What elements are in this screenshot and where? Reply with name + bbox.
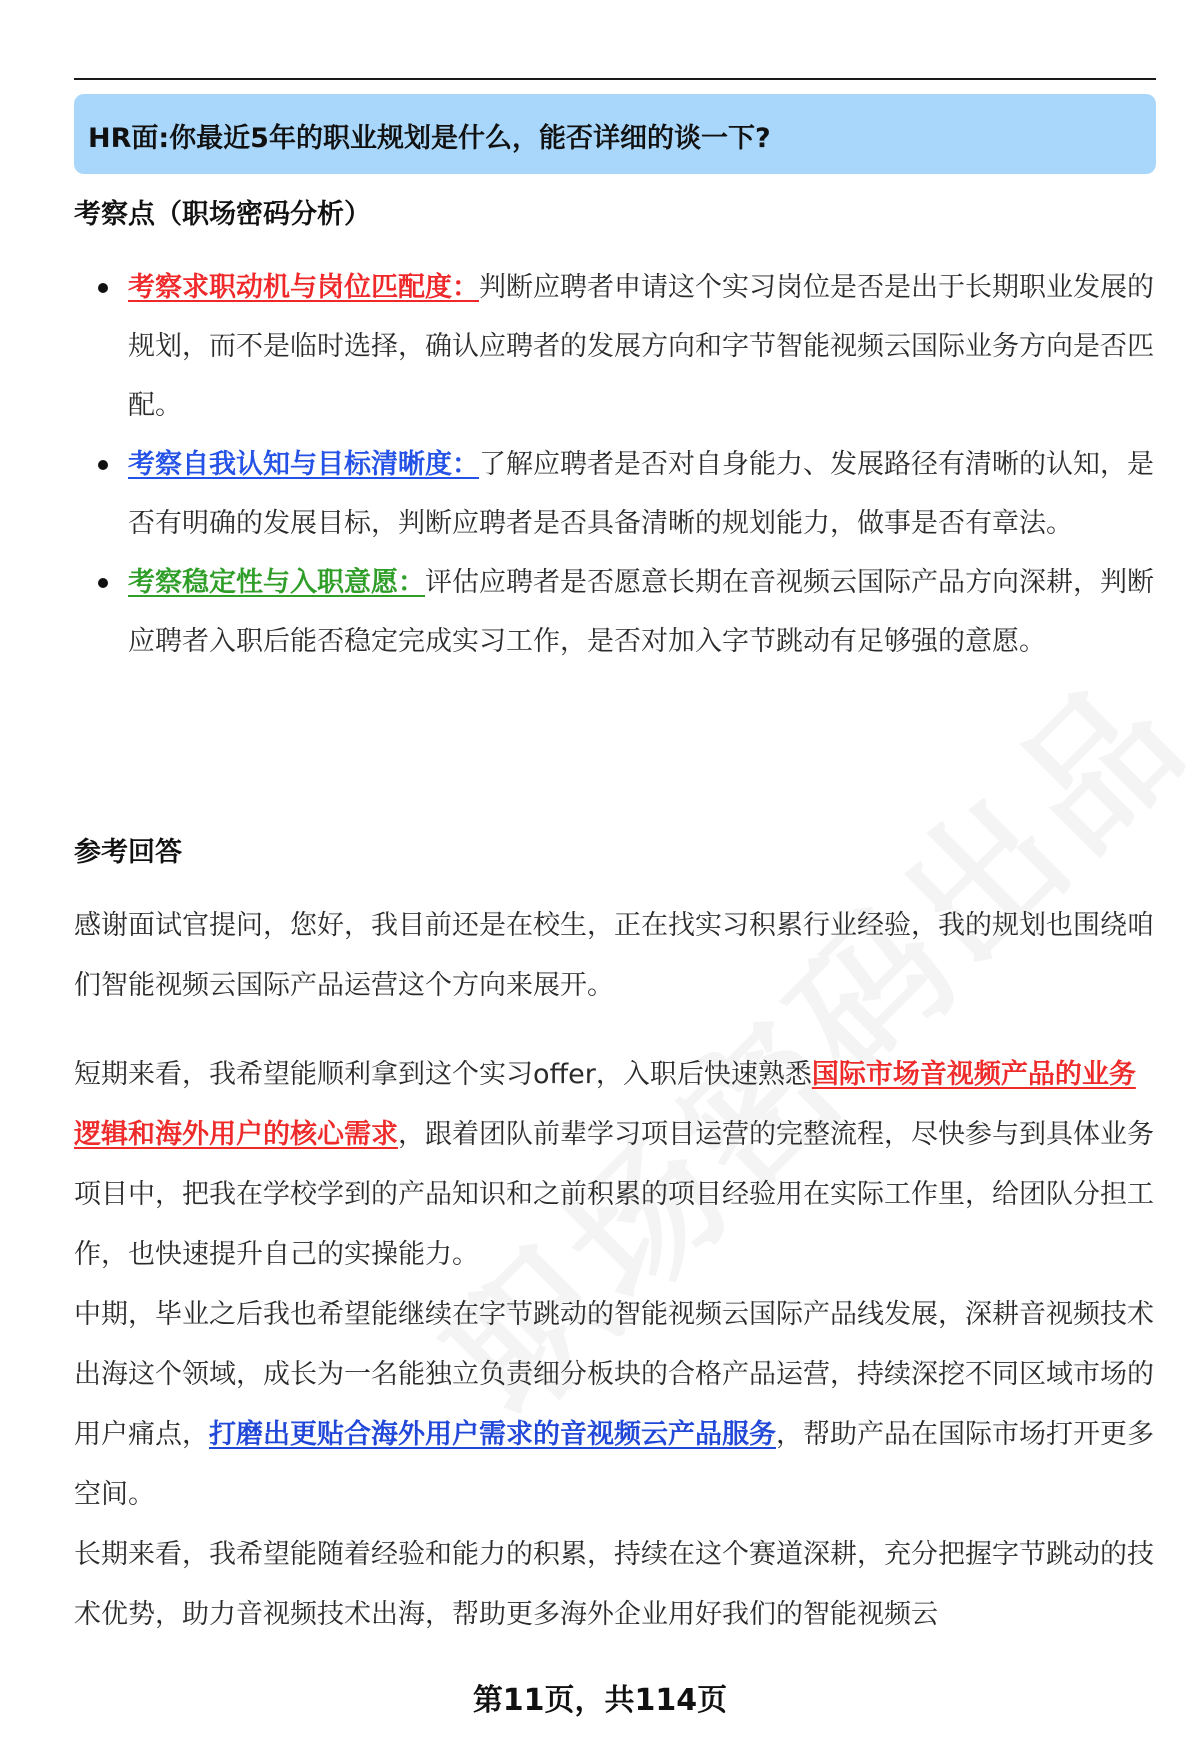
bullet-text: 判断应聘者申请这个实习岗位是否是出于长期职业发展的规划，而不是临时选择，确认应聘者的发展方向和字节智能视频云国际业务方向是否匹配。 xyxy=(128,272,1154,421)
answer-short-term xyxy=(74,1045,1156,1285)
answer-intro: 感谢面试官提问，您好，我目前还是在校生，正在找实习积累行业经验，我的规划也围绕咱们智能视频云国际产品运营这个方向来展开。 xyxy=(74,910,1154,1001)
bullet-keyword: 考察求职动机与岗位匹配度： xyxy=(128,272,479,303)
analysis-bullet-list xyxy=(74,258,1156,671)
bullet-dot-icon xyxy=(98,460,108,470)
mid-term-pre: 中期，毕业之后我也希望能继续在字节跳动的智能视频云国际产品线发展，深耕音视频技术出海这个领域，成长为一名能独立负责细分板块的合格产品运营，持续深挖不同区域市场的用户痛点， xyxy=(74,1299,1154,1450)
question-text: HR面:你最近5年的职业规划是什么，能否详细的谈一下? xyxy=(88,123,771,154)
short-term-post: ，跟着团队前辈学习项目运营的完整流程，尽快参与到具体业务项目中，把我在学校学到的产品知识和之前积累的项目经验用在实际工作里，给团队分担工作，也快速提升自己的实操能力。 xyxy=(74,1119,1154,1270)
answer-mid-term xyxy=(74,1285,1156,1525)
bullet-dot-icon xyxy=(98,283,108,293)
bullet-dot-icon xyxy=(98,578,108,588)
top-divider xyxy=(74,78,1156,80)
short-term-pre: 短期来看，我希望能顺利拿到这个实习offer，入职后快速熟悉 xyxy=(74,1059,812,1090)
question-banner xyxy=(74,94,1156,174)
mid-term-highlight: 打磨出更贴合海外用户需求的音视频云产品服务 xyxy=(209,1419,776,1450)
bullet-item xyxy=(74,553,1156,671)
answer-long-term: 长期来看，我希望能随着经验和能力的积累，持续在这个赛道深耕，充分把握字节跳动的技术优势，助力音视频技术出海，帮助更多海外企业用好我们的智能视频云 xyxy=(74,1539,1154,1630)
bullet-keyword: 考察稳定性与入职意愿： xyxy=(128,567,425,598)
short-term-highlight: 国际市场音视频产品的业务逻辑和海外用户的核心需求 xyxy=(74,1059,1136,1150)
page-number: 第11页，共114页 xyxy=(472,1683,728,1718)
bullet-text: 了解应聘者是否对自身能力、发展路径有清晰的认知，是否有明确的发展目标，判断应聘者是否具备清晰的规划能力，做事是否有章法。 xyxy=(128,449,1154,539)
answer-section-title: 参考回答 xyxy=(74,837,182,868)
bullet-text: 评估应聘者是否愿意长期在音视频云国际产品方向深耕，判断应聘者入职后能否稳定完成实习工作，是否对加入字节跳动有足够强的意愿。 xyxy=(128,567,1154,657)
bullet-keyword: 考察自我认知与目标清晰度： xyxy=(128,449,479,480)
bullet-item xyxy=(74,258,1156,435)
bullet-item xyxy=(74,435,1156,553)
mid-term-post: ，帮助产品在国际市场打开更多空间。 xyxy=(74,1419,1154,1510)
analysis-section-title: 考察点（职场密码分析） xyxy=(74,199,371,230)
